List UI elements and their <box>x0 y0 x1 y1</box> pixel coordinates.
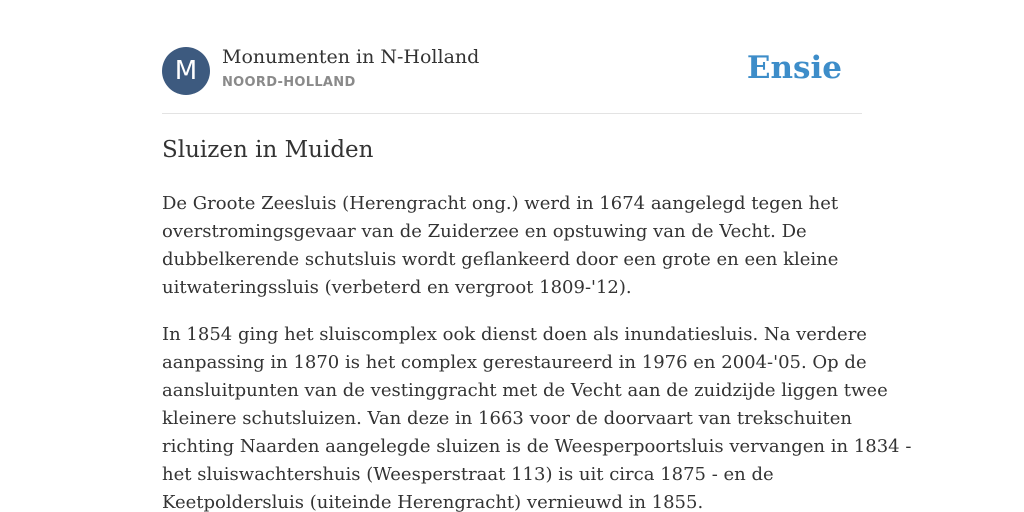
paragraph-line: kleinere schutsluizen. Van deze in 1663 voor de doorvaart van trekschuiten <box>162 408 852 429</box>
paragraph-line: De Groote Zeesluis (Herengracht ong.) werd in 1674 aangelegd tegen het <box>162 193 839 214</box>
author-header <box>162 46 862 96</box>
paragraph-line: overstromingsgevaar van de Zuiderzee en opstuwing van de Vecht. De <box>162 221 807 242</box>
article-paragraph-2 <box>162 321 912 512</box>
paragraph-line: het sluiswachtershuis (Weesperstraat 113) is uit circa 1875 - en de <box>162 464 774 485</box>
author-region: NOORD-HOLLAND <box>222 75 356 90</box>
ensie-logo[interactable]: Ensie <box>746 50 842 86</box>
article-title: Sluizen in Muiden <box>162 137 374 163</box>
author-name-link[interactable]: Monumenten in N-Holland <box>222 46 480 68</box>
article-paragraph-1 <box>162 190 867 302</box>
paragraph-line: aansluitpunten van de vestinggracht met de Vecht aan de zuidzijde liggen twee <box>162 380 888 401</box>
paragraph-line: aanpassing in 1870 is het complex gerestaureerd in 1976 en 2004-'05. Op de <box>162 352 867 373</box>
paragraph-line: richting Naarden aangelegde sluizen is de Weesperpoortsluis vervangen in 1834 - <box>162 436 912 457</box>
paragraph-line: Keetpoldersluis (uiteinde Herengracht) vernieuwd in 1855. <box>162 492 704 512</box>
paragraph-line: dubbelkerende schutsluis wordt geflankeerd door een grote en een kleine <box>162 249 839 270</box>
paragraph-line: In 1854 ging het sluiscomplex ook dienst doen als inundatiesluis. Na verdere <box>162 324 867 345</box>
header-divider <box>162 113 862 114</box>
avatar[interactable]: M <box>162 47 210 95</box>
paragraph-line: uitwateringssluis (verbeterd en vergroot 1809-'12). <box>162 277 632 298</box>
